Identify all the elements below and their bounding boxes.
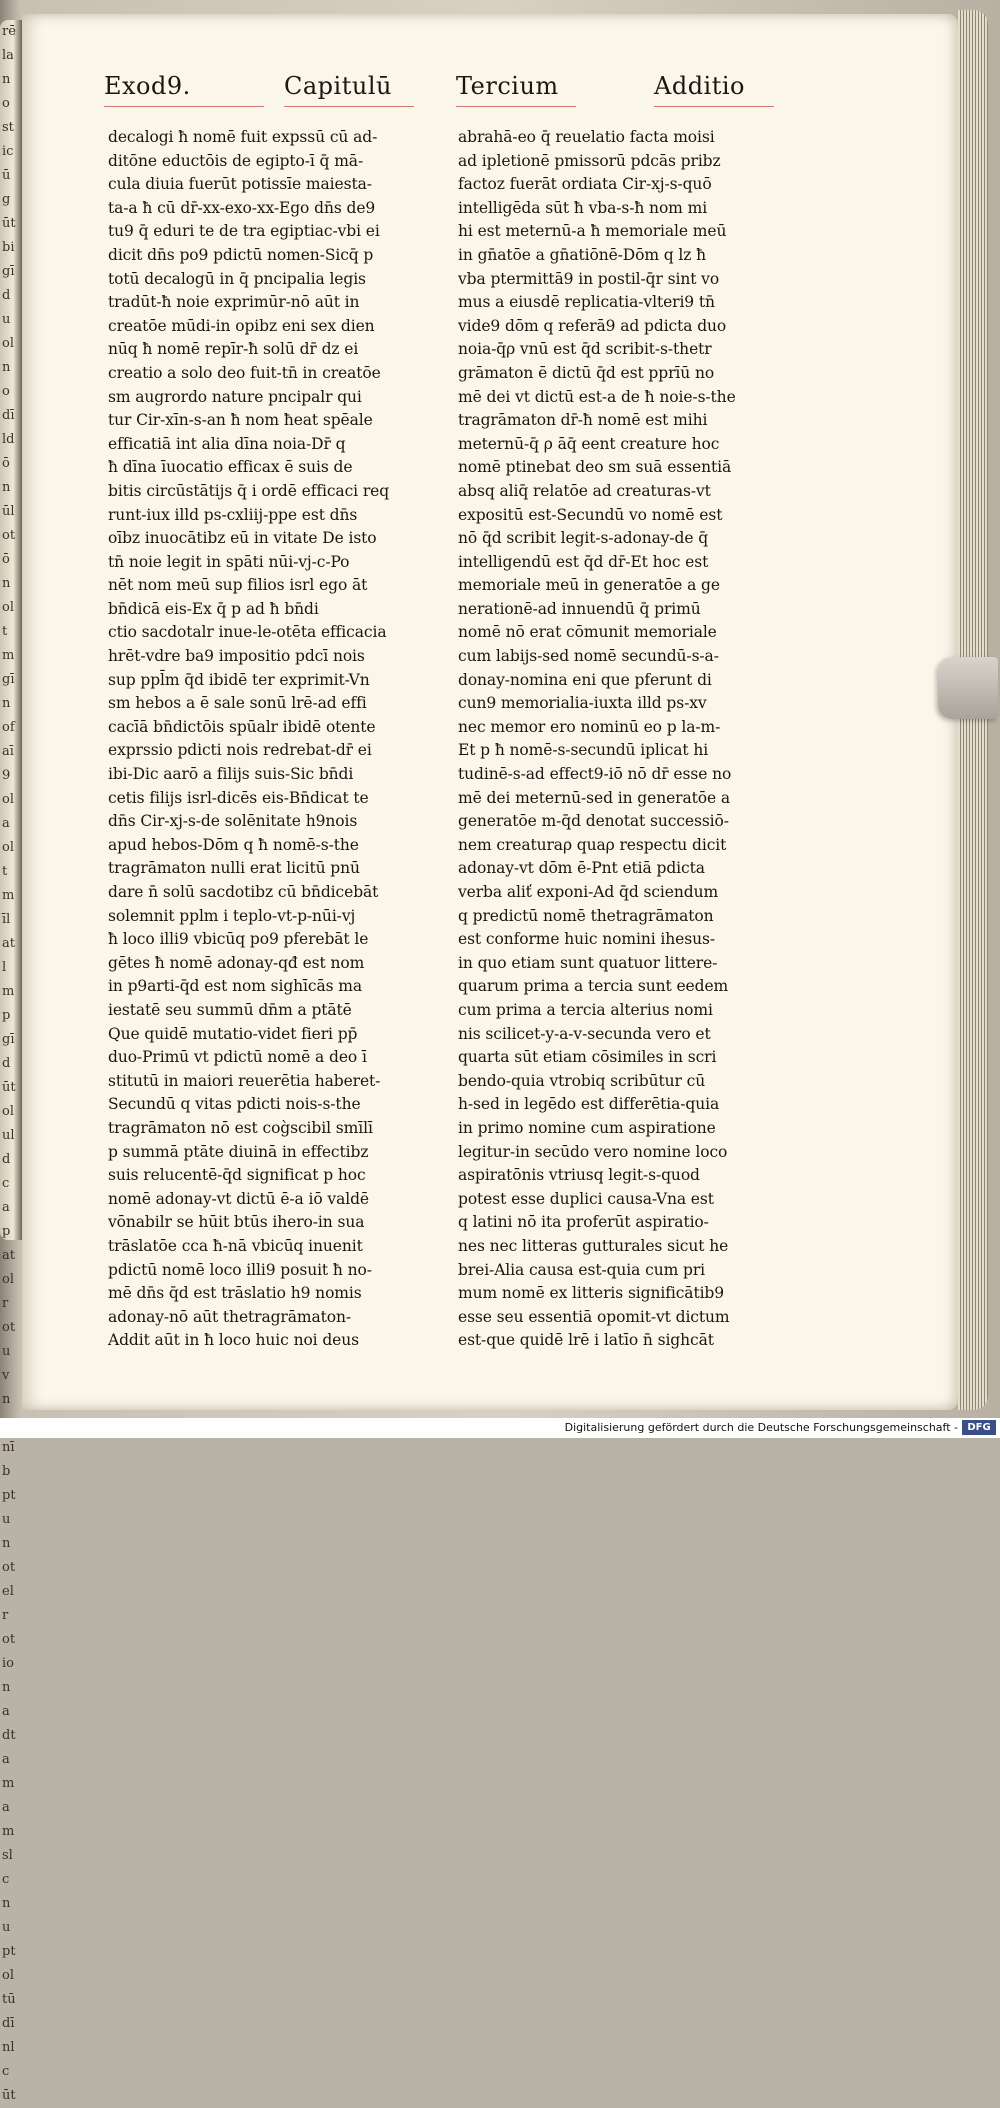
text-line: trāslatōe cca ħ-nā vbicūq inuenit bbox=[108, 1236, 363, 1255]
text-line: nis scilicet-y-a-v-secunda vero et bbox=[458, 1024, 711, 1043]
text-line: verba aliť exponi-Ad q̄d sciendum bbox=[458, 883, 719, 901]
text-line: tn̄ noie legit in spāti nūi-vj-c-Po bbox=[108, 552, 350, 571]
text-line: in gn̄atōe a gn̄atiōnē-Dōm q lz ħ bbox=[458, 245, 707, 264]
text-line: in quo etiam sunt quatuor littere- bbox=[458, 953, 718, 972]
text-line: intelligendū est q̄d dr̄-Et hoc est bbox=[458, 552, 709, 571]
text-line: factoz fuerāt ordiata Cir-xj-s-quō bbox=[458, 175, 712, 194]
text-line: ibi-Dic aarō a filijs suis-Sic bn̄di bbox=[108, 765, 354, 784]
text-line: tu9 q̄ eduri te de tra egiptiac-vbi ei bbox=[108, 222, 380, 241]
text-line: solemnit pplm i teplo-vt-p-nūi-vj bbox=[108, 906, 356, 925]
text-line: tragrāmaton nulli erat licitū pnū bbox=[108, 859, 360, 878]
text-line: in p9arti-q̄d est nom sighīcās ma bbox=[108, 977, 363, 996]
text-line: nō q̄d scribit legit-s-adonay-de q̄ bbox=[458, 529, 709, 548]
text-line: creatio a solo deo fuit-tn̄ in creatōe bbox=[108, 363, 381, 382]
text-line: cum prima a tercia alterius nomi bbox=[458, 1000, 713, 1019]
text-line: exprssio pdicti nois redrebat-dr̄ ei bbox=[108, 741, 372, 760]
text-line: tur Cir-xīn-s-an ħ nom ħeat spēale bbox=[108, 411, 373, 430]
header-rubric-rule bbox=[456, 106, 576, 107]
text-line: mum nomē ex litteris significātib9 bbox=[458, 1284, 725, 1303]
text-line: vba ptermittā9 in postil-q̄r sint vo bbox=[458, 269, 720, 288]
text-line: grāmaton ē dictū q̄d est pprīū no bbox=[458, 363, 715, 382]
text-line: adonay-nō aūt thetragrāmaton- bbox=[108, 1307, 351, 1326]
text-line: cula diuia fuerūt potissīe maiesta- bbox=[108, 175, 372, 194]
left-page-edge bbox=[0, 20, 22, 2103]
text-line: mus a eiusdē replicatia-vlteri9 tn̄ bbox=[458, 293, 715, 312]
text-line: potest esse duplici causa-Vna est bbox=[458, 1189, 714, 1208]
text-line: quarta sūt etiam cōsimiles in scri bbox=[458, 1048, 717, 1067]
text-line: totū decalogū in q̄ pncipalia legis bbox=[108, 269, 366, 288]
footer-credit: Digitalisierung gefördert durch die Deutsche Forschungsgemeinschaft - bbox=[564, 1421, 958, 1434]
text-line: oībz inuocātibz eū in vitate De isto bbox=[108, 529, 377, 548]
text-line: aspiratōnis vtriusq legit-s-quod bbox=[458, 1166, 700, 1185]
text-line: nūq ħ nomē repīr-ħ solū dr̄ dz ei bbox=[108, 340, 359, 359]
text-line: dare n̄ solū sacdotibz cū bn̄dicebāt bbox=[108, 883, 379, 901]
text-line: suis relucentē-q̄d significat p hoc bbox=[108, 1166, 366, 1185]
text-line: adonay-vt dōm ē-Pnt etiā pdicta bbox=[458, 859, 705, 878]
text-line: ta-a ħ cū dr̄-xx-exo-xx-Ego dn̄s de9 bbox=[108, 198, 376, 217]
text-line: ditōne eductōis de egipto-ī q̄ mā- bbox=[108, 151, 364, 170]
text-line: nēt nom meū sup filios isrl ego āt bbox=[108, 576, 368, 595]
header-section-label: Additio bbox=[654, 72, 746, 100]
text-line: tragrāmaton dr̄-ħ nomē est mihi bbox=[458, 411, 708, 430]
text-line: ħ dīna īuocatio efficax ē suis de bbox=[108, 458, 353, 477]
text-line: mē dei vt dictū est-a de ħ noie-s-the bbox=[458, 387, 736, 406]
text-line: decalogi ħ nomē fuit expssū cū ad- bbox=[108, 128, 378, 146]
text-line: nomē adonay-vt dictū ē-a iō valdē bbox=[108, 1189, 369, 1208]
text-line: sup ppl̄m q̄d ibidē ter exprimit-Vn bbox=[108, 670, 370, 689]
text-line: memoriale meū in generatōe a ge bbox=[458, 576, 720, 595]
text-line: iestatē seu summū dn̄m a ptātē bbox=[108, 1000, 352, 1019]
dfg-logo: DFG bbox=[962, 1420, 996, 1435]
header-rubric-rule bbox=[284, 106, 414, 107]
header-book-name: Exod9. bbox=[104, 72, 191, 100]
text-line: stitutū in maiori reuerētia haberet- bbox=[108, 1071, 381, 1090]
text-line: Que quidē mutatio-videt fieri pp̄ bbox=[108, 1024, 358, 1043]
text-line: Secundū q vitas pdicti nois-s-the bbox=[108, 1095, 361, 1114]
text-line: q latini nō ita proferūt aspiratio- bbox=[458, 1213, 709, 1232]
text-line: nomē ptinebat deo sm suā essentiā bbox=[458, 458, 732, 477]
text-line: absq aliq̄ relatōe ad creaturas-vt bbox=[458, 481, 711, 500]
header-rubric-rule bbox=[104, 106, 264, 107]
text-line: legitur-in secūdo vero nomine loco bbox=[458, 1142, 728, 1161]
header-chapter-number: Tercium bbox=[456, 72, 559, 100]
text-line: apud hebos-Dōm q ħ nomē-s-the bbox=[108, 835, 359, 854]
bookmark-tab bbox=[938, 657, 998, 719]
text-line: runt-iux illd ps-cxliij-ppe est dn̄s bbox=[108, 505, 358, 524]
text-line: q predictū nomē thetragrāmaton bbox=[458, 906, 714, 925]
text-line: ctio sacdotalr inue-le-otēta efficacia bbox=[108, 623, 387, 642]
text-line: nem creaturaρ quaρ respectu dicit bbox=[458, 835, 727, 854]
text-column-right bbox=[458, 126, 768, 1353]
text-line: h-sed in legēdo est differētia-quia bbox=[458, 1095, 720, 1114]
text-line: gētes ħ nomē adonay-qđ est nom bbox=[108, 953, 365, 972]
text-line: brei-Alia causa est-quia cum pri bbox=[458, 1260, 706, 1279]
text-line: mē dei meternū-sed in generatōe a bbox=[458, 788, 731, 807]
text-line: sm hebos a ē sale sonū lrē-ad effi bbox=[108, 694, 367, 713]
text-line: intelligēda sūt ħ vba-s-ħ nom mi bbox=[458, 198, 708, 217]
text-line: nes nec litteras gutturales sicut he bbox=[458, 1236, 729, 1255]
text-line: bn̄dicā eis-Ex q̄ p ad ħ bn̄di bbox=[108, 599, 319, 618]
text-line: in primo nomine cum aspiratione bbox=[458, 1118, 716, 1137]
text-line: cum labijs-sed nomē secundū-s-a- bbox=[458, 647, 719, 666]
text-line: expositū est-Secundū vo nomē est bbox=[458, 505, 723, 524]
book-page bbox=[22, 14, 958, 1410]
text-line: dn̄s Cir-xj-s-de solēnitate h9nois bbox=[108, 812, 358, 831]
header-rubric-rule bbox=[654, 106, 774, 107]
text-line: donay-nomina eni que pferunt di bbox=[458, 670, 712, 689]
text-line: duo-Primū vt pdictū nomē a deo ī bbox=[108, 1048, 367, 1067]
text-line: abrahā-eo q̄ reuelatio facta moisi bbox=[458, 128, 715, 146]
text-line: generatōe m-q̄d denotat successiō- bbox=[458, 812, 729, 831]
text-line: ħ loco illi9 vbicūq po9 pferebāt le bbox=[108, 930, 369, 949]
text-line: sm augrordo nature pncipalr qui bbox=[108, 387, 362, 406]
digitization-footer bbox=[0, 1418, 1000, 1438]
text-line: p summā ptāte diuinā in effectibz bbox=[108, 1142, 369, 1161]
text-line: tradūt-ħ noie exprimūr-nō aūt in bbox=[108, 293, 360, 312]
text-line: Addit aūt in ħ loco huic noi deus bbox=[108, 1331, 359, 1350]
text-line: efficatiā int alia dīna noia-Dr̄ q bbox=[108, 434, 346, 453]
text-line: tragrāmaton nō est cog̀scibil smīlī bbox=[108, 1118, 373, 1137]
text-line: vōnabilr se hūit btūs ihero-in sua bbox=[108, 1213, 365, 1232]
text-line: ad ipletionē pmissorū pdcās pribz bbox=[458, 151, 721, 170]
text-line: nomē nō erat cōmunit memoriale bbox=[458, 623, 717, 642]
header-chapter-label: Capitulū bbox=[284, 72, 392, 100]
text-line: esse seu essentiā opomit-vt dictum bbox=[458, 1307, 730, 1326]
text-line: nerationē-ad innuendū q̄ primū bbox=[458, 599, 701, 618]
text-line: mē dn̄s q̄d est trāslatio h9 nomis bbox=[108, 1284, 362, 1303]
text-line: bendo-quia vtrobiq scribūtur cū bbox=[458, 1071, 706, 1090]
text-line: noia-q̄ρ vnū est q̄d scribit-s-thetr bbox=[458, 340, 712, 359]
text-line: meternū-q̄ ρ āq̄ eent creature hoc bbox=[458, 434, 720, 453]
text-line: pdictū nomē loco illi9 posuit ħ no- bbox=[108, 1260, 372, 1279]
text-line: cun9 memorialia-iuxta illd ps-xv bbox=[458, 694, 707, 713]
text-line: hi est meternū-a ħ memoriale meū bbox=[458, 222, 727, 241]
text-line: tudinē-s-ad effect9-iō nō dr̄ esse no bbox=[458, 765, 732, 784]
text-line: Et p ħ nomē-s-secundū iplicat hi bbox=[458, 741, 709, 760]
left-margin-fragments: rēlanosticūgūtbigīduolnodīldōnūlotōnoltmgīnofaī9olaoltmīlatlmpgīdūtoluldcapatolrotuvn nībptunotelrotionadtamamslcnuptoltūdīnlcūt bbox=[2, 24, 16, 2103]
text-line: nec memor ero nominū eo p la-m- bbox=[458, 717, 721, 736]
text-line: quarum prima a tercia sunt eedem bbox=[458, 977, 729, 996]
text-line: est conforme huic nomini ihesus- bbox=[458, 930, 715, 949]
text-line: est-que quidē lrē i latīo n̄ sighcāt bbox=[458, 1331, 714, 1350]
text-line: creatōe mūdi-in opibz eni sex dien bbox=[108, 316, 375, 335]
text-line: vide9 dōm q referā9 ad pdicta duo bbox=[458, 316, 727, 335]
text-line: bitis circūstātijs q̄ i ordē efficaci req bbox=[108, 481, 390, 500]
text-line: hrēt-vdre ba9 impositio pdcī nois bbox=[108, 647, 365, 666]
text-line: cetis filijs isrl-dicēs eis-Bn̄dicat te bbox=[108, 788, 369, 807]
text-line: dicit dn̄s po9 pdictū nomen-Sicq̄ p bbox=[108, 245, 374, 264]
text-line: cacīā bn̄dictōis spūalr ibidē otente bbox=[108, 717, 376, 736]
text-column-left bbox=[108, 126, 408, 1353]
